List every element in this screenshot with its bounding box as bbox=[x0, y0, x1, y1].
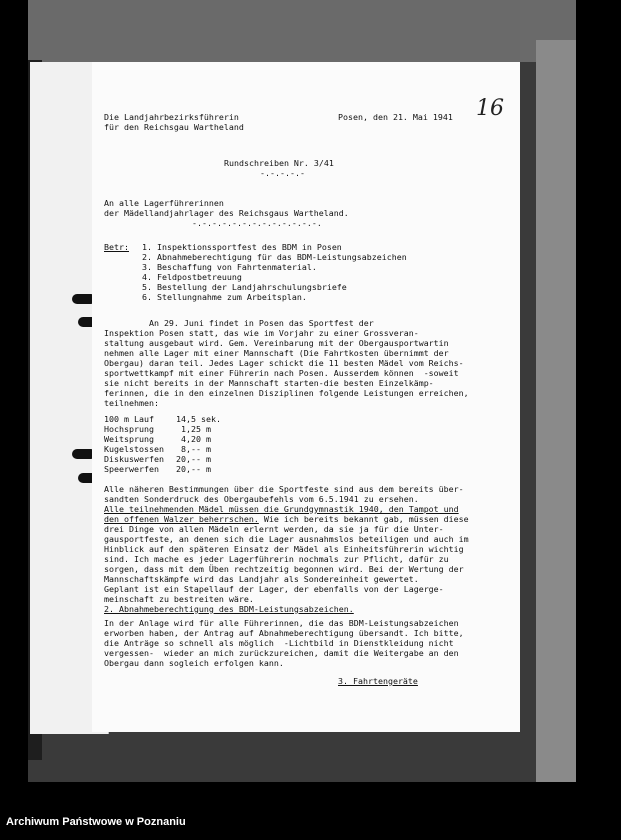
handwritten-page-number: 16 bbox=[476, 96, 504, 121]
scan-right-edge bbox=[536, 40, 576, 782]
footer-bar bbox=[0, 782, 621, 840]
result-event: Kugelstossen bbox=[104, 444, 164, 454]
subject-item: 4. Feldpostbetreuung bbox=[142, 272, 242, 282]
result-event: Weitsprung bbox=[104, 434, 154, 444]
sender-line-1: Die Landjahrbezirksführerin bbox=[104, 112, 239, 122]
result-value: 20,-- m bbox=[176, 454, 211, 464]
underlined-line: Alle teilnehmenden Mädel müssen die Grundgymnastik 1940, den Tampot und bbox=[104, 504, 459, 514]
paragraph-line: meinschaft zu bestreiten wäre. bbox=[104, 594, 254, 604]
result-event: 100 m Lauf bbox=[104, 414, 154, 424]
paragraph-line: die Anträge so schnell als möglich -Lichtbild in Dienstkleidung nicht bbox=[104, 638, 454, 648]
paragraph-line: Alle näheren Bestimmungen über die Sportfeste sind aus dem bereits über- bbox=[104, 484, 464, 494]
circular-decoration: -.-.-.-.- bbox=[260, 168, 305, 178]
recipient-line-2: der Mädellandjahrlager des Reichsgaus Wartheland. bbox=[104, 208, 349, 218]
result-event: Diskuswerfen bbox=[104, 454, 164, 464]
result-value: 4,20 m bbox=[176, 434, 211, 444]
paragraph-line: nehmen alle Lager mit einer Mannschaft (Die Fahrtkosten übernimmt der bbox=[104, 348, 449, 358]
paragraph-line: sportwettkampf mit einer Führerin nach Posen. Ausserdem können -soweit bbox=[104, 368, 459, 378]
paragraph-line: Mannschaftskämpfe wird das Landjahr als Sondereinheit gewertet. bbox=[104, 574, 419, 584]
paragraph-line: An 29. Juni findet in Posen das Sportfest der bbox=[104, 318, 374, 328]
subject-item: 2. Abnahmeberechtigung für das BDM-Leistungsabzeichen bbox=[142, 252, 407, 262]
paragraph-line: gausportfeste, an denen sich die Lager ausnahmslos beteiligen und auch im bbox=[104, 534, 469, 544]
subject-item: 6. Stellungnahme zum Arbeitsplan. bbox=[142, 292, 307, 302]
archive-label: Archiwum Państwowe w Poznaniu bbox=[6, 816, 186, 828]
result-event: Speerwerfen bbox=[104, 464, 159, 474]
section-3-heading: 3. Fahrtengeräte bbox=[338, 676, 418, 686]
paragraph-line: drei Dinge von allen Mädeln erlernt werden, da sie ja für die Unter- bbox=[104, 524, 444, 534]
recipient-decoration: -.-.-.-.-.-.-.-.-.-.-.-.-. bbox=[192, 218, 322, 228]
paragraph-line: Obergau) daran teil. Jedes Lager schickt die 11 besten Mädel vom Reichs- bbox=[104, 358, 464, 368]
paragraph-line: vergessen- wieder an mich zurückzureichen, damit die Weitergabe an den bbox=[104, 648, 459, 658]
paragraph-line: Geplant ist ein Stapellauf der Lager, der ebenfalls von der Lagerge- bbox=[104, 584, 444, 594]
paragraph-line: erworben haben, der Antrag auf Abnahmeberechtigung übersandt. Ich bitte, bbox=[104, 628, 464, 638]
circular-title: Rundschreiben Nr. 3/41 bbox=[224, 158, 334, 168]
sender-line-2: für den Reichsgau Wartheland bbox=[104, 122, 244, 132]
subject-item: 1. Inspektionssportfest des BDM in Posen bbox=[142, 242, 342, 252]
document-page bbox=[92, 62, 520, 732]
paragraph-line: Inspektion Posen statt, das wie im Vorjahr zu einer Grossveran- bbox=[104, 328, 419, 338]
scan-top-edge bbox=[28, 0, 576, 62]
paragraph-line: teilnehmen: bbox=[104, 398, 159, 408]
result-value: 20,-- m bbox=[176, 464, 211, 474]
paragraph-line bbox=[104, 514, 469, 525]
subject-item: 5. Bestellung der Landjahrschulungsbriefe bbox=[142, 282, 347, 292]
paragraph-line: staltung ausgebaut wird. Gem. Vereinbarung mit der Obergausportwartin bbox=[104, 338, 449, 348]
subject-item: 3. Beschaffung von Fahrtenmaterial. bbox=[142, 262, 317, 272]
paragraph-line: sie nicht bereits in der Mannschaft starten-die besten Einzelkämp- bbox=[104, 378, 434, 388]
paragraph-line: sind. Ich mache es jeder Lagerführerin nochmals zur Pflicht, dafür zu bbox=[104, 554, 449, 564]
paragraph-line: Hinblick auf den späteren Einsatz der Mädel als Einheitsführerin wichtig bbox=[104, 544, 464, 554]
paragraph-line: In der Anlage wird für alle Führerinnen, die das BDM-Leistungsabzeichen bbox=[104, 618, 459, 628]
paragraph-line: ferinnen, die in den einzelnen Disziplinen folgende Leistungen erreichen, bbox=[104, 388, 469, 398]
place-date: Posen, den 21. Mai 1941 bbox=[338, 112, 453, 122]
paragraph-line: Obergau dann sogleich erfolgen kann. bbox=[104, 658, 284, 668]
subject-label: Betr: bbox=[104, 242, 129, 252]
section-2-heading: 2. Abnahmeberechtigung des BDM-Leistungsabzeichen. bbox=[104, 604, 354, 614]
paragraph-line: sandten Sonderdruck des Obergaubefehls vom 6.5.1941 zu ersehen. bbox=[104, 494, 419, 504]
recipient-line-1: An alle Lagerführerinnen bbox=[104, 198, 224, 208]
result-value: 8,-- m bbox=[176, 444, 211, 454]
result-value: 1,25 m bbox=[176, 424, 211, 434]
result-value: 14,5 sek. bbox=[176, 414, 221, 424]
paragraph-text: Wie ich bereits bekannt gab, müssen diese bbox=[258, 514, 469, 524]
result-event: Hochsprung bbox=[104, 424, 154, 434]
paragraph-line: sorgen, dass mit dem Üben rechtzeitig begonnen wird. Bei der Wertung der bbox=[104, 564, 464, 574]
underlined-text: den offenen Walzer beherrschen. bbox=[104, 514, 259, 524]
